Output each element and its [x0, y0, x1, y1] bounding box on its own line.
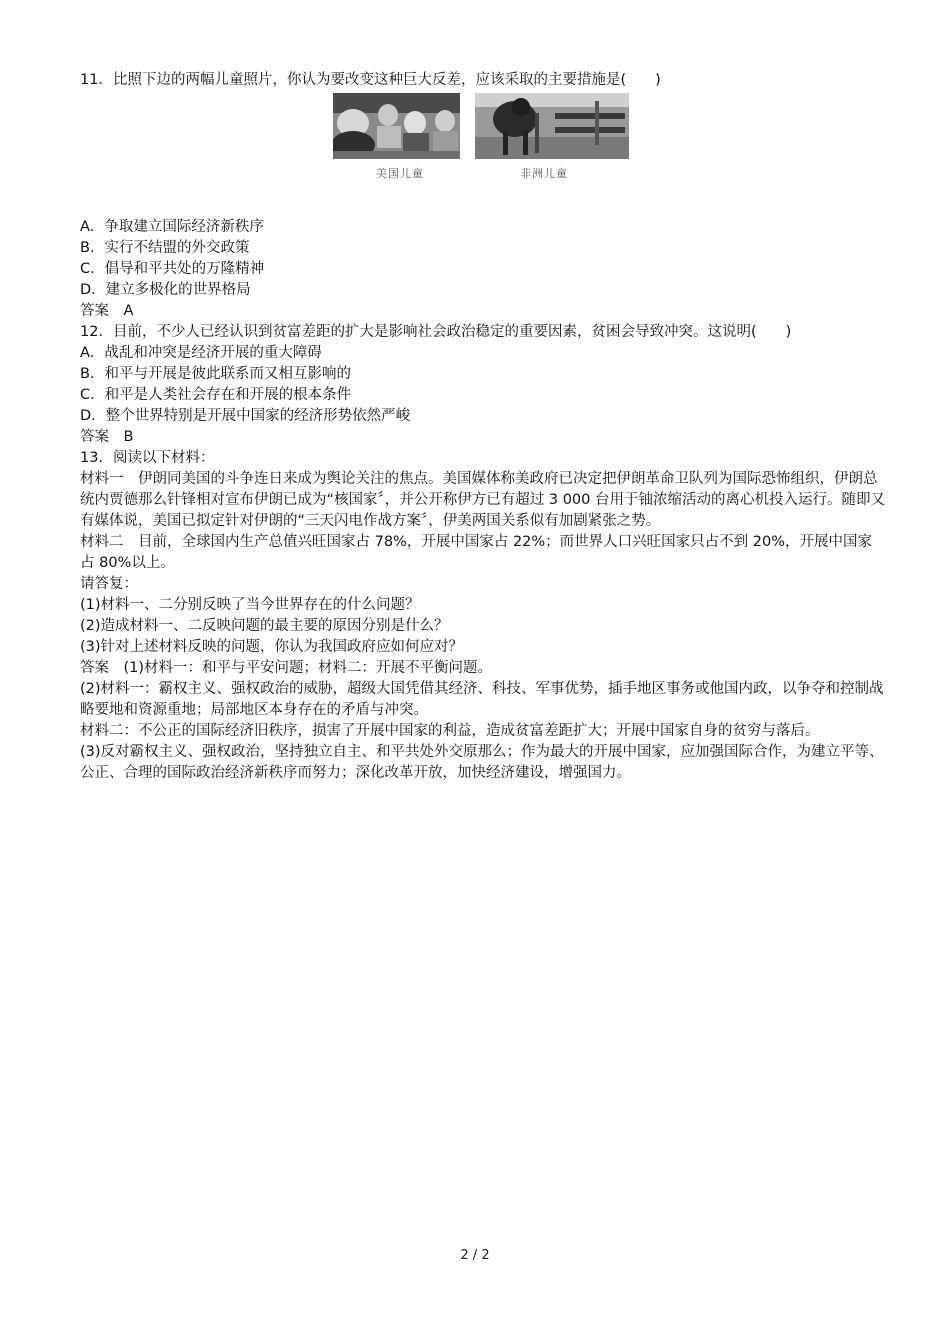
- q11-option-a: A．争取建立国际经济新秩序: [80, 219, 264, 235]
- page-number: 2 / 2: [460, 1248, 490, 1263]
- q12-option-a: A．战乱和冲突是经济开展的重大障碍: [80, 345, 322, 361]
- q11-answer: 答案 A: [80, 303, 134, 319]
- african-children-photo: [475, 93, 629, 159]
- q13-material-1: 材料一 伊朗同美国的斗争连日来成为舆论关注的焦点。美国媒体称美政府已决定把伊朗革命卫队列为国际恐怖组织，伊朗总统内贾德那么针锋相对宣布伊朗已成为“核国家〞，并公开称伊方已有超过 3 000 台用于铀浓缩活动的离心机投入运行。随即又有媒体说，美国已拟定针对伊朗的“三天闪电作战方案〞，伊美两国关系似有加剧紧张之势。: [80, 471, 885, 529]
- q13-answer-2b: 材料二：不公正的国际经济旧秩序，损害了开展中国家的利益，造成贫富差距扩大；开展中国家自身的贫穷与落后。: [80, 723, 820, 739]
- q12-answer: 答案 B: [80, 429, 134, 445]
- q13-prompt: 请答复：: [80, 576, 138, 592]
- q12-option-c: C．和平是人类社会存在和开展的根本条件: [80, 387, 352, 403]
- q12-option-d: D．整个世界特别是开展中国家的经济形势依然严峻: [80, 408, 411, 424]
- q13-answer-3: (3)反对霸权主义、强权政治，坚持独立自主、和平共处外交原那么；作为最大的开展中国家，应加强国际合作，为建立平等、公正、合理的国际政治经济新秩序而努力；深化改革开放，加快经济建设，增强国力。: [80, 744, 884, 781]
- q13-subquestion-1: (1)材料一、二分别反映了当今世界存在的什么问题？: [80, 597, 420, 613]
- q12-option-b: B．和平与开展是彼此联系而又相互影响的: [80, 366, 351, 382]
- q11-option-c: C．倡导和平共处的万隆精神: [80, 261, 265, 277]
- caption-african-children: 非洲儿童: [520, 167, 568, 180]
- q11-option-d: D．建立多极化的世界格局: [80, 282, 251, 298]
- document-body: [80, 70, 885, 784]
- q11-option-b: B．实行不结盟的外交政策: [80, 240, 250, 256]
- q13-title: 13．阅读以下材料：: [80, 450, 215, 466]
- q13-subquestion-2: (2)造成材料一、二反映问题的最主要的原因分别是什么？: [80, 618, 449, 634]
- q11-question: 11．比照下边的两幅儿童照片，你认为要改变这种巨大反差，应该采取的主要措施是( ): [80, 72, 661, 88]
- q13-answer-1: 答案 (1)材料一：和平与平安问题；材料二：开展不平衡问题。: [80, 660, 493, 676]
- q12-question: 12．目前，不少人已经认识到贫富差距的扩大是影响社会政治稳定的重要因素，贫困会导致冲突。这说明( ): [80, 324, 792, 340]
- q13-material-2: 材料二 目前，全球国内生产总值兴旺国家占 78%，开展中国家占 22%；而世界人口兴旺国家只占不到 20%，开展中国家占 80%以上。: [80, 534, 873, 571]
- q11-figure: [80, 93, 885, 203]
- q13-answer-2a: (2)材料一：霸权主义、强权政治的威胁，超级大国凭借其经济、科技、军事优势，插手地区事务或他国内政，以争夺和控制战略要地和资源重地；局部地区本身存在的矛盾与冲突。: [80, 681, 884, 718]
- q13-subquestion-3: (3)针对上述材料反映的问题，你认为我国政府应如何应对？: [80, 639, 464, 655]
- caption-american-children: 美国儿童: [376, 167, 424, 180]
- american-children-photo: [333, 93, 460, 159]
